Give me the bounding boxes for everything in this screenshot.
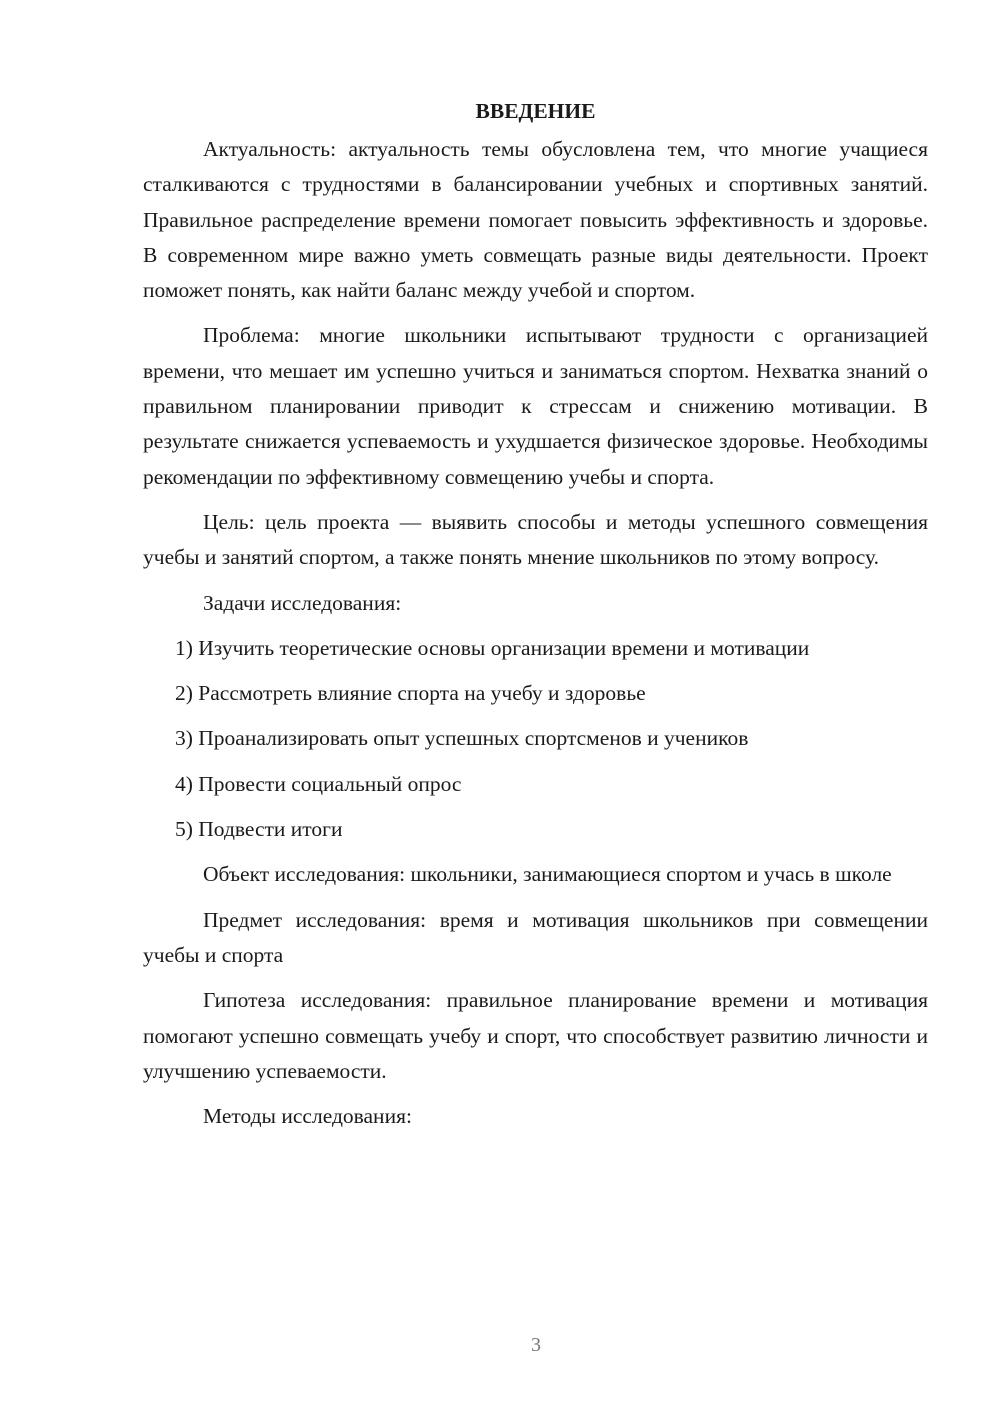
goal-paragraph: Цель: цель проекта — выявить способы и методы успешного совмещения учебы и занятий спортом, а также понять мнение школьников по этому вопросу. — [143, 509, 928, 570]
section-title: ВВЕДЕНИЕ — [475, 99, 596, 123]
task-item: 1) Изучить теоретические основы организации времени и мотивации — [175, 635, 810, 660]
task-item: 2) Рассмотреть влияние спорта на учебу и здоровье — [175, 681, 646, 706]
relevance-paragraph: Актуальность: актуальность темы обусловлена тем, что многие учащиеся сталкиваются с трудностями в балансировании учебных и спортивных занятий. Правильное распределение времени помогает повысить эффективность и здоровье. В современном мире важно уметь совмещать разные виды деятельности. Проект поможет понять, как найти баланс между учебой и спортом. — [143, 137, 928, 303]
page-number: 3 — [531, 1334, 541, 1356]
hypothesis-paragraph: Гипотеза исследования: правильное планирование времени и мотивация помогают успешно совмещать учебу и спорт, что способствует развитию личности и улучшению успеваемости. — [143, 988, 928, 1083]
tasks-list — [143, 631, 928, 847]
task-item: 4) Провести социальный опрос — [175, 771, 462, 796]
object-paragraph: Объект исследования: школьники, занимающиеся спортом и учась в школе — [203, 862, 892, 887]
task-item: 3) Проанализировать опыт успешных спортсменов и учеников — [175, 726, 749, 751]
document-page — [143, 96, 928, 1144]
methods-heading: Методы исследования: — [203, 1104, 412, 1129]
problem-paragraph: Проблема: многие школьники испытывают трудности с организацией времени, что мешает им успешно учиться и заниматься спортом. Нехватка знаний о правильном планировании приводит к стрессам и снижению мотивации. В результате снижается успеваемость и ухудшается физическое здоровье. Необходимы рекомендации по эффективному совмещению учебы и спорта. — [143, 323, 928, 489]
tasks-heading: Задачи исследования: — [203, 590, 402, 615]
task-item: 5) Подвести итоги — [175, 817, 343, 842]
subject-paragraph: Предмет исследования: время и мотивация школьников при совмещении учебы и спорта — [143, 907, 928, 967]
